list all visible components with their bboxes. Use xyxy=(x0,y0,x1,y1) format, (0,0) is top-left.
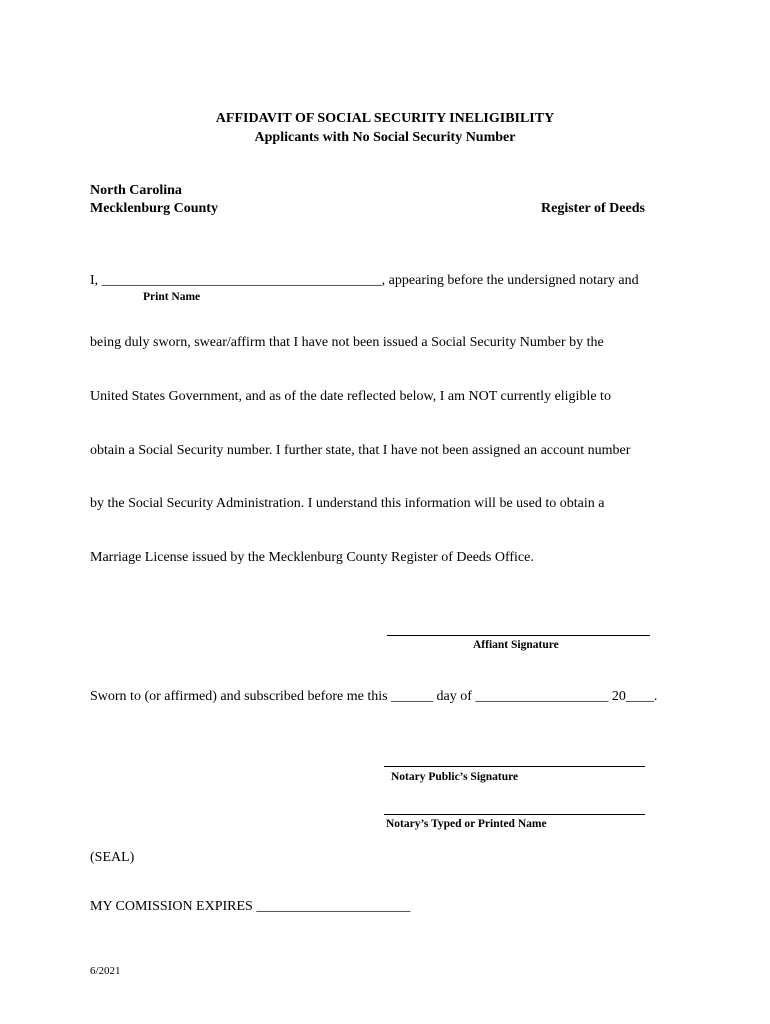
print-name-label: Print Name xyxy=(143,291,201,303)
statement-line-2: being duly sworn, swear/affirm that I have not been issued a Social Security Number by the xyxy=(90,335,604,350)
statement-suffix: , appearing before the undersigned notary and xyxy=(381,273,639,288)
commission-expires[interactable]: MY COMISSION EXPIRES ______________________ xyxy=(90,899,411,914)
affiant-signature-label: Affiant Signature xyxy=(473,639,559,651)
statement-prefix: I, xyxy=(90,273,102,288)
notary-signature-line[interactable] xyxy=(384,766,645,767)
document-subtitle: Applicants with No Social Security Number xyxy=(254,130,516,145)
print-name-field[interactable]: ________________________________________ xyxy=(101,273,382,288)
statement-line-4: obtain a Social Security number. I further state, that I have not been assigned an account number xyxy=(90,443,631,458)
sworn-statement[interactable]: Sworn to (or affirmed) and subscribed before me this ______ day of ___________________ 20____. xyxy=(90,689,658,704)
statement-line-5: by the Social Security Administration. I understand this information will be used to obtain a xyxy=(90,496,605,511)
notary-signature-label: Notary Public’s Signature xyxy=(391,771,519,783)
revision-date: 6/2021 xyxy=(90,965,121,977)
affiant-signature-line[interactable] xyxy=(387,635,650,636)
statement-line-6: Marriage License issued by the Mecklenburg County Register of Deeds Office. xyxy=(90,550,534,565)
notary-name-line[interactable] xyxy=(384,814,645,815)
state-label: North Carolina xyxy=(90,183,182,198)
office-label: Register of Deeds xyxy=(541,201,645,216)
seal-label: (SEAL) xyxy=(90,850,135,865)
statement-line-1 xyxy=(90,273,639,289)
county-label: Mecklenburg County xyxy=(90,201,218,216)
notary-name-label: Notary’s Typed or Printed Name xyxy=(386,818,547,830)
statement-line-3: United States Government, and as of the date reflected below, I am NOT currently eligible to xyxy=(90,389,611,404)
document-title: AFFIDAVIT OF SOCIAL SECURITY INELIGIBILITY xyxy=(215,111,555,126)
